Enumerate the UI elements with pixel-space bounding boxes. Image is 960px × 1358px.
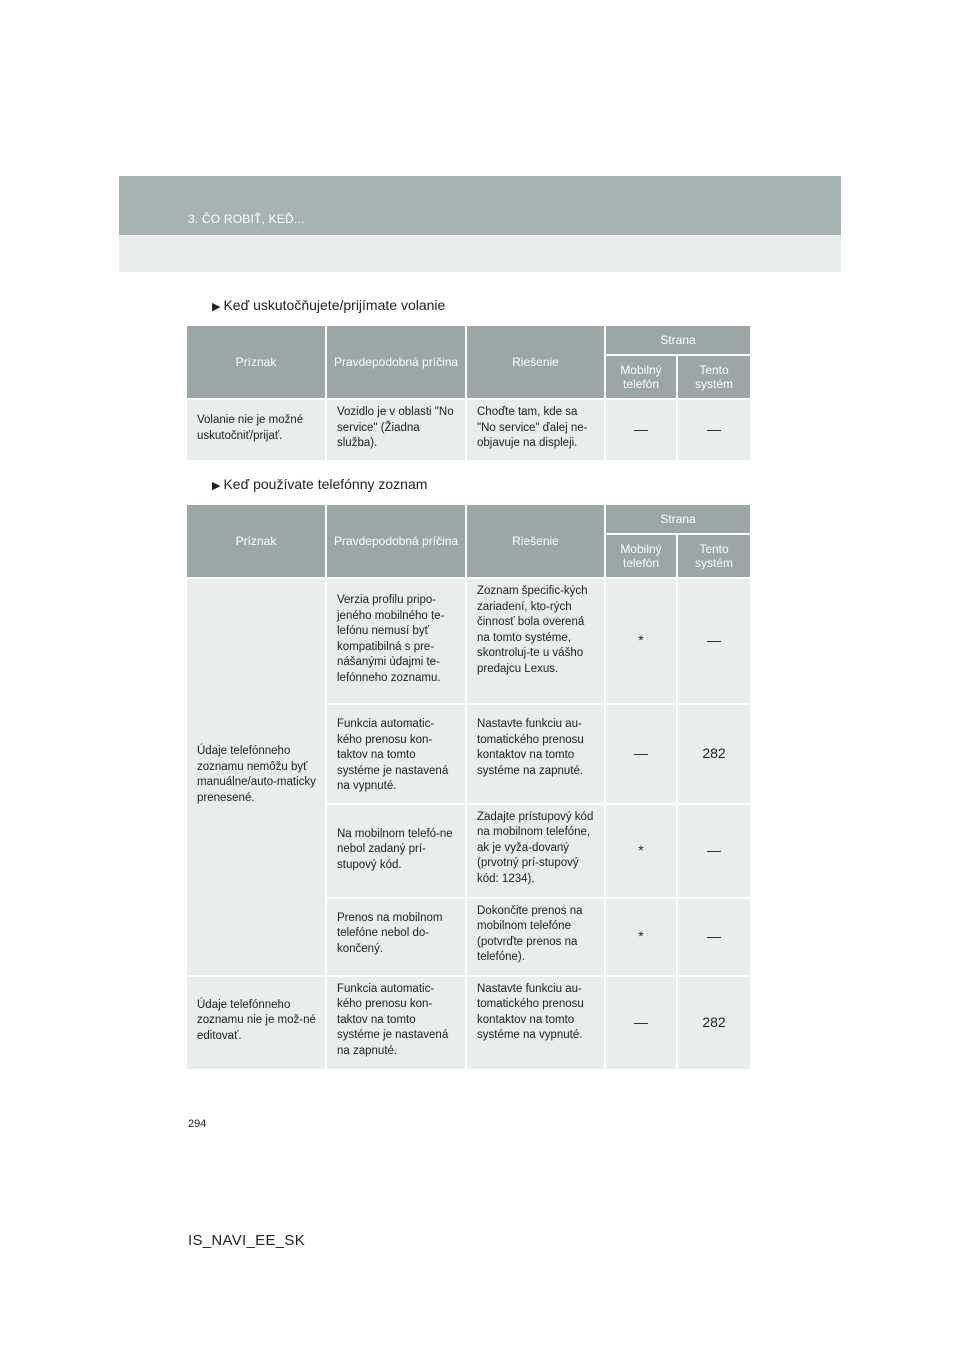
cell-symptom: Údaje telefónneho zoznamu nie je mož-né editovať. (187, 977, 327, 1071)
table-row (187, 400, 750, 462)
table-row (187, 579, 750, 705)
header-mobile: Mobilný telefón (606, 535, 678, 579)
cell-symptom: Volanie nie je možné uskutočniť/prijať. (187, 400, 327, 462)
header-page: Strana (606, 326, 750, 356)
header-mobile: Mobilný telefón (606, 356, 678, 400)
header-solution: Riešenie (467, 505, 606, 579)
header-cause: Pravdepodobná príčina (327, 505, 467, 579)
header-symptom: Príznak (187, 505, 327, 579)
header-system: Tento systém (678, 356, 750, 400)
cell-mobile: * (606, 899, 678, 977)
header-symptom: Príznak (187, 326, 327, 400)
footer-code: IS_NAVI_EE_SK (188, 1232, 306, 1249)
triangle-bullet-icon: ▶ (212, 480, 221, 492)
cell-solution: Dokončite prenos na mobilnom telefóne (potvrďte prenos na telefóne). (467, 899, 606, 977)
cell-system: — (678, 899, 750, 977)
cell-system: — (678, 805, 750, 899)
table-phonebook (187, 505, 750, 1071)
cell-cause: Verzia profilu pripo-jeného mobilného te-lefónu nemusí byť kompatibilná s pre-nášanými údajmi te-lefónneho zoznamu. (327, 579, 467, 705)
cell-mobile: — (606, 400, 678, 462)
section-title-phonebook: ▶ Keď používate telefónny zoznam (212, 476, 428, 492)
cell-solution: Choďte tam, kde sa "No service" ďalej ne-objavuje na displeji. (467, 400, 606, 462)
cell-system: — (678, 579, 750, 705)
cell-mobile: — (606, 705, 678, 805)
cell-solution: Zadajte prístupový kód na mobilnom telefóne, ak je vyža-dovaný (prvotný prí-stupový kód: 1234). (467, 805, 606, 899)
cell-cause: Vozidlo je v oblasti "No service" (Žiadna služba). (327, 400, 467, 462)
cell-mobile: * (606, 805, 678, 899)
page-number: 294 (188, 1118, 207, 1130)
cell-solution: Nastavte funkciu au-tomatického prenosu kontaktov na tomto systéme na vypnuté. (467, 977, 606, 1071)
header-band (119, 176, 841, 235)
header-cause: Pravdepodobná príčina (327, 326, 467, 400)
cell-cause: Na mobilnom telefó-ne nebol zadaný prí-stupový kód. (327, 805, 467, 899)
cell-solution: Zoznam špecific-kých zariadení, kto-rých činnosť bola overená na tomto systéme, skontroluj-te u vášho predajcu Lexus. (467, 579, 606, 705)
chapter-title: 3. ČO ROBIŤ, KEĎ... (188, 212, 305, 226)
header-page: Strana (606, 505, 750, 535)
cell-system: 282 (678, 977, 750, 1071)
cell-solution: Nastavte funkciu au-tomatického prenosu kontaktov na tomto systéme na zapnuté. (467, 705, 606, 805)
cell-cause: Prenos na mobilnom telefóne nebol do-končený. (327, 899, 467, 977)
cell-cause: Funkcia automatic-kého prenosu kon-taktov na tomto systéme je nastavená na zapnuté. (327, 977, 467, 1071)
header-system: Tento systém (678, 535, 750, 579)
table-calls (187, 326, 750, 462)
triangle-bullet-icon: ▶ (212, 301, 221, 313)
cell-symptom: Údaje telefónneho zoznamu nemôžu byť manuálne/auto-maticky prenesené. (187, 579, 327, 977)
header-solution: Riešenie (467, 326, 606, 400)
section-title-calls: ▶ Keď uskutočňujete/prijímate volanie (212, 297, 446, 313)
header-subband (119, 235, 841, 272)
cell-mobile: — (606, 977, 678, 1071)
table-row (187, 977, 750, 1071)
cell-system: 282 (678, 705, 750, 805)
cell-cause: Funkcia automatic-kého prenosu kon-taktov na tomto systéme je nastavená na vypnuté. (327, 705, 467, 805)
cell-mobile: * (606, 579, 678, 705)
cell-system: — (678, 400, 750, 462)
